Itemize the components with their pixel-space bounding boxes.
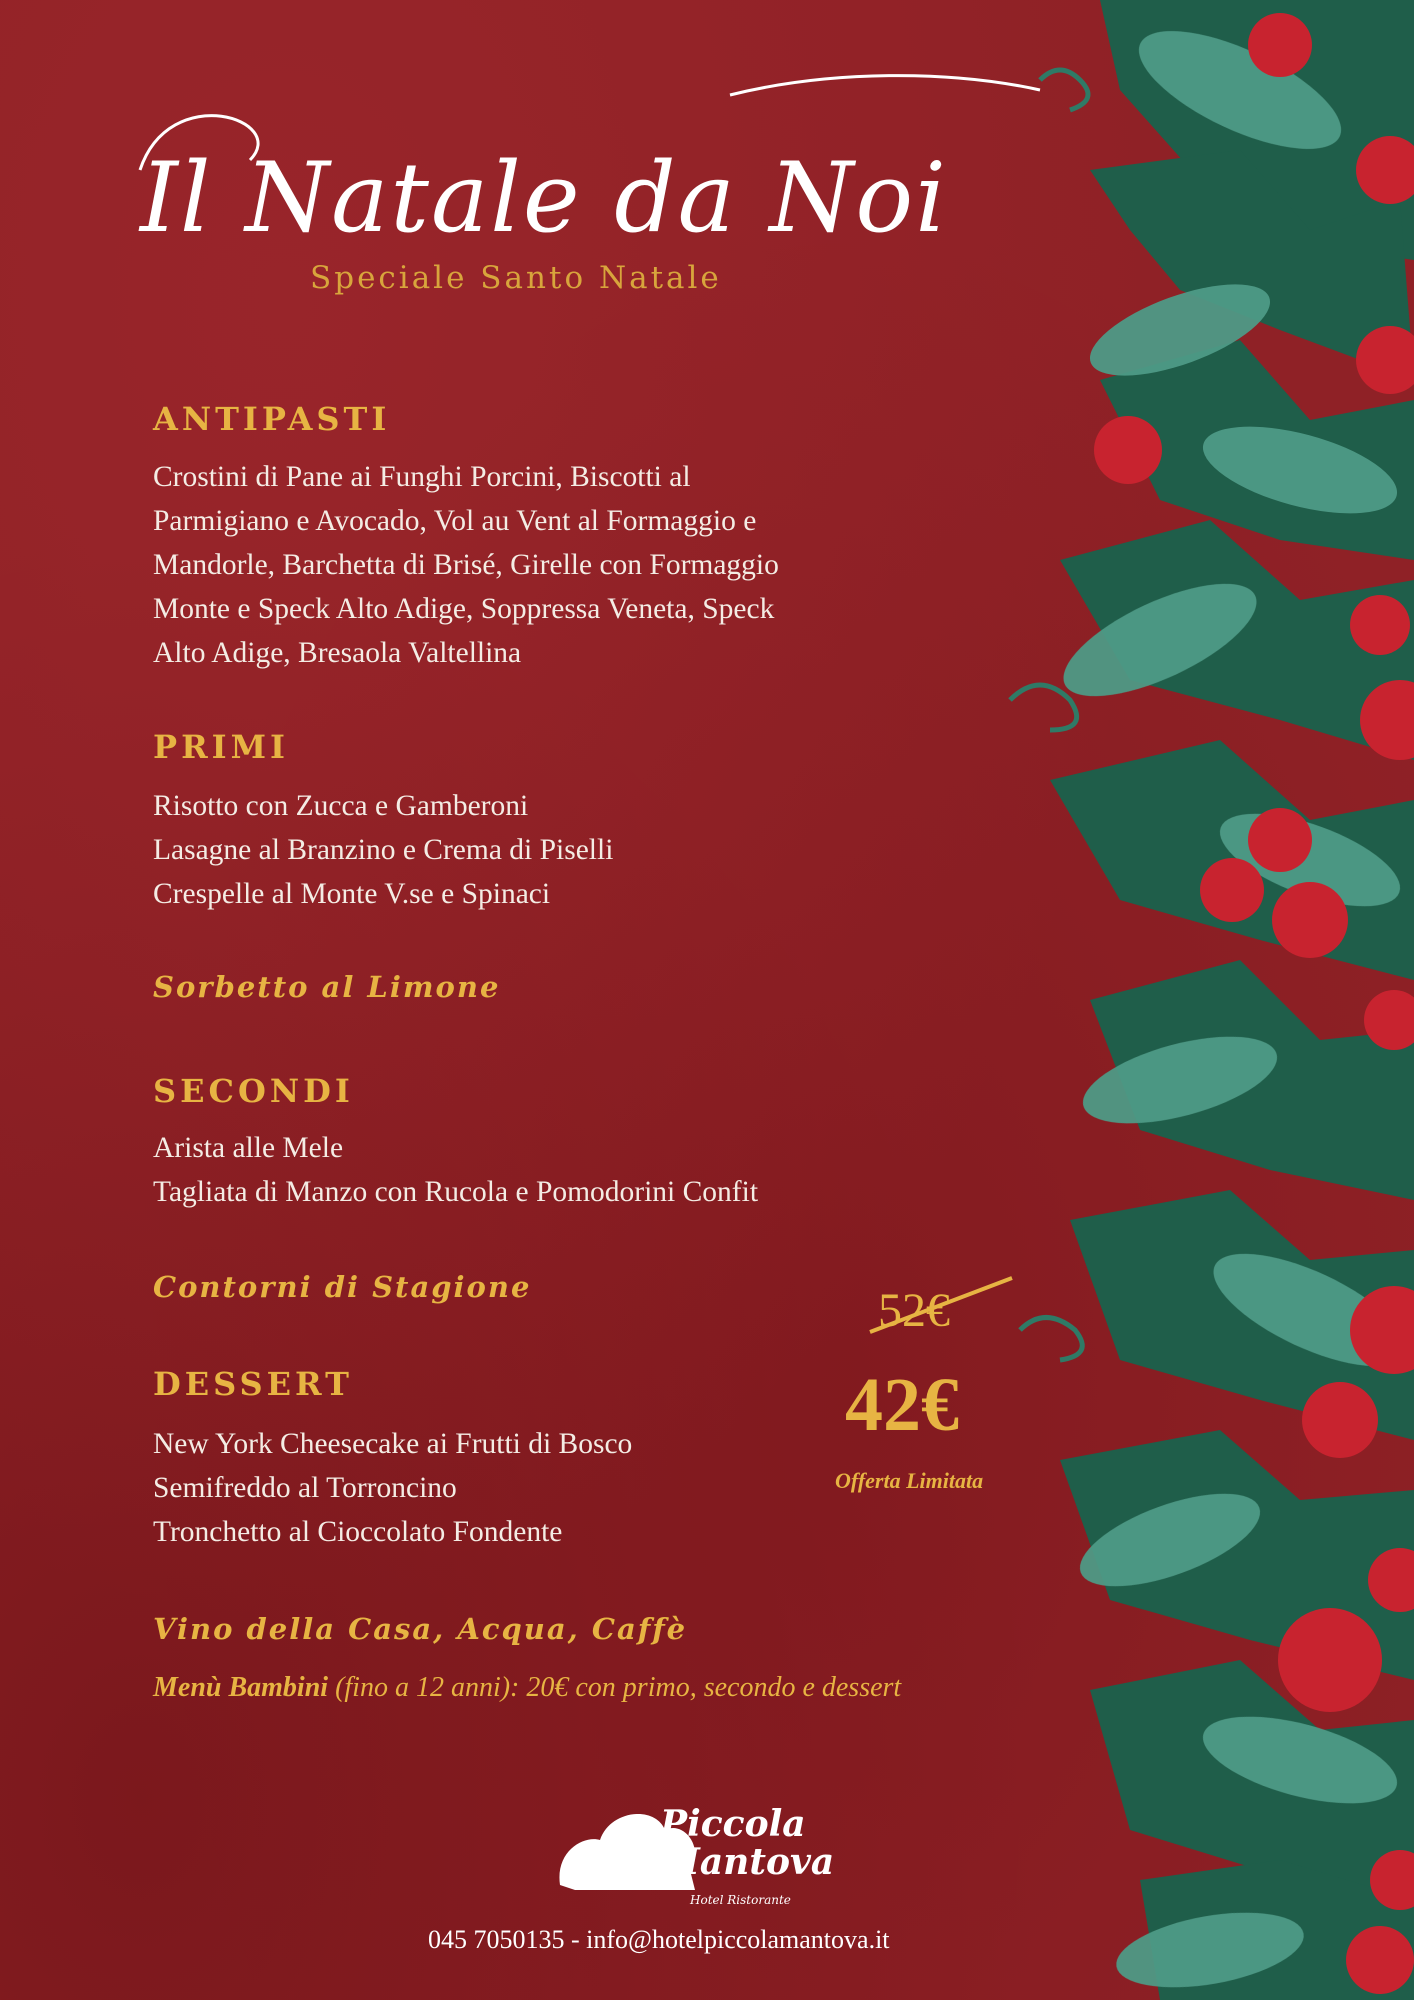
logo-line-1: Piccola	[660, 1803, 806, 1845]
page-title	[140, 55, 948, 275]
drinks-label: Vino della Casa, Acqua, Caffè	[153, 1612, 688, 1646]
logo-tagline: Hotel Ristorante	[690, 1893, 791, 1907]
section-heading-antipasti: ANTIPASTI	[153, 400, 391, 438]
list-item: Parmigiano e Avocado, Vol au Vent al Formaggio e	[153, 505, 757, 537]
offer-note: Offerta Limitata	[835, 1468, 984, 1493]
list-item: Lasagne al Branzino e Crema di Piselli	[153, 834, 614, 866]
kids-menu-note	[153, 1672, 901, 1704]
list-item: Tronchetto al Cioccolato Fondente	[153, 1516, 563, 1548]
list-item: Semifreddo al Torroncino	[153, 1472, 457, 1504]
old-price: 52€	[878, 1284, 950, 1337]
list-item: Risotto con Zucca e Gamberoni	[153, 790, 529, 822]
page-subtitle: Speciale Santo Natale	[310, 260, 722, 296]
contorni-label: Contorni di Stagione	[153, 1270, 532, 1304]
sorbetto-label: Sorbetto al Limone	[153, 970, 501, 1004]
section-heading-secondi: SECONDI	[153, 1072, 354, 1110]
title-text: Il Natale da Noi	[140, 142, 948, 254]
logo-line-2: Mantova	[660, 1841, 835, 1883]
secondi-list	[153, 1126, 953, 1214]
kids-menu-label: Menù Bambini	[153, 1672, 329, 1703]
list-item: Monte e Speck Alto Adige, Soppressa Veneta, Speck	[153, 593, 775, 625]
list-item: Tagliata di Manzo con Rucola e Pomodorini Confit	[153, 1176, 759, 1208]
restaurant-logo-name	[660, 1805, 834, 1881]
contact-info: 045 7050135 - info@hotelpiccolamantova.it	[428, 1925, 890, 1954]
section-heading-dessert: DESSERT	[153, 1365, 353, 1403]
antipasti-list	[153, 455, 953, 675]
dessert-list	[153, 1422, 953, 1554]
new-price: 42€	[845, 1363, 959, 1447]
section-heading-primi: PRIMI	[153, 728, 290, 766]
holly-foliage-decoration	[980, 0, 1414, 2000]
list-item: Mandorle, Barchetta di Brisé, Girelle con Formaggio	[153, 549, 779, 581]
list-item: Arista alle Mele	[153, 1132, 344, 1164]
kids-menu-details: (fino a 12 anni): 20€ con primo, secondo e dessert	[335, 1672, 902, 1703]
primi-list	[153, 784, 953, 916]
list-item: Alto Adige, Bresaola Valtellina	[153, 637, 522, 669]
list-item: New York Cheesecake ai Frutti di Bosco	[153, 1428, 633, 1460]
list-item: Crostini di Pane ai Funghi Porcini, Biscotti al	[153, 461, 691, 493]
list-item: Crespelle al Monte V.se e Spinaci	[153, 878, 551, 910]
strikethrough-line	[862, 1270, 1022, 1340]
